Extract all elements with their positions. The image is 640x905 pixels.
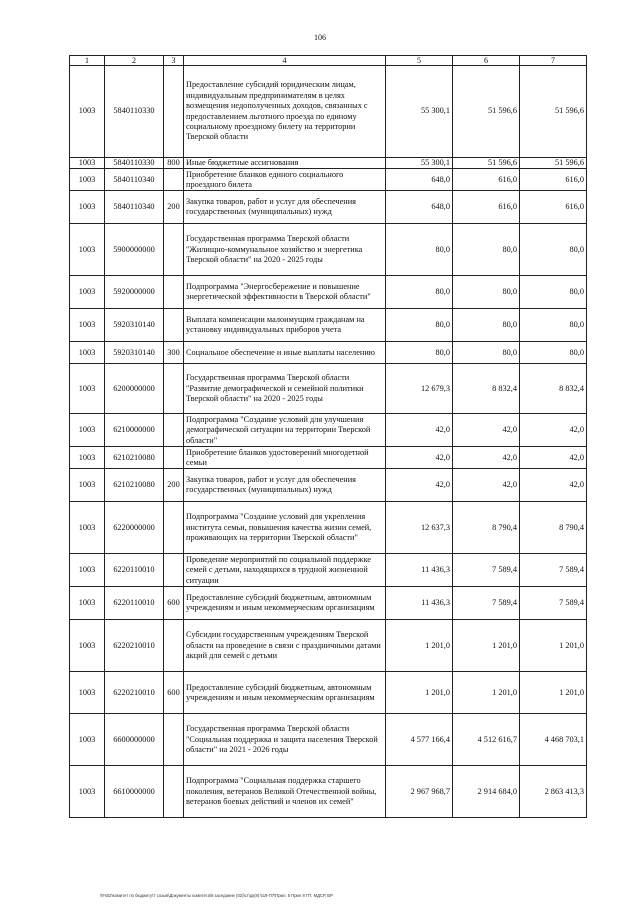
- expense-type-cell: 300: [164, 342, 184, 364]
- table-row: [70, 672, 587, 714]
- amount-year-3-cell: 80,0: [520, 309, 587, 342]
- amount-year-3-cell: 8 832,4: [520, 364, 587, 414]
- table-row: [70, 169, 587, 191]
- expense-type-cell: [164, 276, 184, 309]
- amount-year-3-cell: 80,0: [520, 224, 587, 276]
- column-header: 7: [520, 56, 587, 66]
- amount-year-3-cell: 80,0: [520, 276, 587, 309]
- page-number: 106: [314, 33, 326, 42]
- column-header: 5: [386, 56, 453, 66]
- amount-year-3-cell: 1 201,0: [520, 620, 587, 672]
- section-cell: 1003: [70, 364, 105, 414]
- amount-year-1-cell: 55 300,1: [386, 158, 453, 169]
- table-row: [70, 191, 587, 224]
- section-cell: 1003: [70, 469, 105, 502]
- table-row: [70, 714, 587, 766]
- item-name-cell: Закупка товаров, работ и услуг для обеспечения государственных (муниципальных) нужд: [184, 191, 386, 224]
- table-row: [70, 620, 587, 672]
- item-name-cell: Государственная программа Тверской области "Развитие демографической и семейной политики Тверской области" на 2020 - 2025 годы: [184, 364, 386, 414]
- section-cell: 1003: [70, 342, 105, 364]
- expense-type-cell: 600: [164, 587, 184, 620]
- target-code-cell: 6220210010: [105, 672, 164, 714]
- amount-year-1-cell: 42,0: [386, 414, 453, 447]
- target-code-cell: 5840110330: [105, 66, 164, 158]
- target-code-cell: 5840110340: [105, 191, 164, 224]
- amount-year-3-cell: 616,0: [520, 169, 587, 191]
- amount-year-2-cell: 51 596,6: [453, 158, 520, 169]
- item-name-cell: Предоставление субсидий юридическим лицам, индивидуальным предпринимателям в целях возмещения недополученных доходов, связанных с предоставлением льготного проезда по единому социальному проездному билету на территории Тверской области: [184, 66, 386, 158]
- item-name-cell: Приобретение бланков единого социального проездного билета: [184, 169, 386, 191]
- amount-year-1-cell: 648,0: [386, 169, 453, 191]
- item-name-cell: Государственная программа Тверской области "Социальная поддержка и защита населения Тверской области" на 2021 - 2026 годы: [184, 714, 386, 766]
- expense-type-cell: 800: [164, 158, 184, 169]
- amount-year-3-cell: 4 468 703,1: [520, 714, 587, 766]
- amount-year-1-cell: 11 436,3: [386, 587, 453, 620]
- item-name-cell: Подпрограмма "Создание условий для укрепления института семьи, повышения качества жизни семей, проживающих на территории Тверской области": [184, 502, 386, 554]
- column-header: 4: [184, 56, 386, 66]
- target-code-cell: 6600000000: [105, 714, 164, 766]
- target-code-cell: 5840110330: [105, 158, 164, 169]
- expense-type-cell: [164, 766, 184, 818]
- amount-year-3-cell: 1 201,0: [520, 672, 587, 714]
- amount-year-2-cell: 7 589,4: [453, 587, 520, 620]
- table-row: [70, 364, 587, 414]
- table-row: [70, 276, 587, 309]
- amount-year-2-cell: 42,0: [453, 469, 520, 502]
- section-cell: 1003: [70, 224, 105, 276]
- amount-year-3-cell: 42,0: [520, 447, 587, 469]
- table-row: [70, 469, 587, 502]
- amount-year-1-cell: 80,0: [386, 342, 453, 364]
- amount-year-2-cell: 80,0: [453, 342, 520, 364]
- item-name-cell: Закупка товаров, работ и услуг для обеспечения государственных (муниципальных) нужд: [184, 469, 386, 502]
- expense-type-cell: [164, 620, 184, 672]
- table-row: [70, 224, 587, 276]
- expense-type-cell: [164, 554, 184, 587]
- amount-year-1-cell: 42,0: [386, 447, 453, 469]
- section-cell: 1003: [70, 66, 105, 158]
- amount-year-3-cell: 2 863 413,3: [520, 766, 587, 818]
- amount-year-1-cell: 12 679,3: [386, 364, 453, 414]
- target-code-cell: 6210210080: [105, 447, 164, 469]
- item-name-cell: Подпрограмма "Создание условий для улучшения демографической ситуации на территории Тверской области": [184, 414, 386, 447]
- amount-year-2-cell: 80,0: [453, 276, 520, 309]
- amount-year-3-cell: 42,0: [520, 414, 587, 447]
- table-row: [70, 502, 587, 554]
- section-cell: 1003: [70, 414, 105, 447]
- amount-year-2-cell: 8 832,4: [453, 364, 520, 414]
- target-code-cell: 5920310140: [105, 342, 164, 364]
- amount-year-3-cell: 51 596,6: [520, 158, 587, 169]
- expense-type-cell: 600: [164, 672, 184, 714]
- target-code-cell: 6200000000: [105, 364, 164, 414]
- section-cell: 1003: [70, 766, 105, 818]
- amount-year-1-cell: 1 201,0: [386, 620, 453, 672]
- item-name-cell: Выплата компенсации малоимущим гражданам на установку индивидуальных приборов учета: [184, 309, 386, 342]
- amount-year-1-cell: 80,0: [386, 309, 453, 342]
- amount-year-2-cell: 1 201,0: [453, 620, 520, 672]
- item-name-cell: Субсидии государственным учреждениям Тверской области на проведение в связи с праздничными датами акций для семей с детьми: [184, 620, 386, 672]
- section-cell: 1003: [70, 276, 105, 309]
- target-code-cell: 6610000000: [105, 766, 164, 818]
- item-name-cell: Иные бюджетные ассигнования: [184, 158, 386, 169]
- table-row: [70, 587, 587, 620]
- table-row: [70, 342, 587, 364]
- amount-year-2-cell: 7 589,4: [453, 554, 520, 587]
- section-cell: 1003: [70, 191, 105, 224]
- target-code-cell: 6220110010: [105, 587, 164, 620]
- expense-type-cell: [164, 309, 184, 342]
- item-name-cell: Предоставление субсидий бюджетным, автономным учреждениям и иным некоммерческим организациям: [184, 672, 386, 714]
- amount-year-3-cell: 51 596,6: [520, 66, 587, 158]
- expense-type-cell: [164, 502, 184, 554]
- expense-type-cell: [164, 414, 184, 447]
- expense-type-cell: [164, 714, 184, 766]
- column-header: 6: [453, 56, 520, 66]
- expense-type-cell: [164, 224, 184, 276]
- amount-year-1-cell: 1 201,0: [386, 672, 453, 714]
- section-cell: 1003: [70, 620, 105, 672]
- target-code-cell: 5920000000: [105, 276, 164, 309]
- amount-year-3-cell: 7 589,4: [520, 587, 587, 620]
- section-cell: 1003: [70, 447, 105, 469]
- table-row: [70, 554, 587, 587]
- section-cell: 1003: [70, 309, 105, 342]
- section-cell: 1003: [70, 502, 105, 554]
- expense-type-cell: [164, 364, 184, 414]
- expense-type-cell: [164, 66, 184, 158]
- table-row: [70, 158, 587, 169]
- section-cell: 1003: [70, 158, 105, 169]
- expense-type-cell: 200: [164, 191, 184, 224]
- target-code-cell: 5920310140: [105, 309, 164, 342]
- amount-year-3-cell: 80,0: [520, 342, 587, 364]
- target-code-cell: 6210000000: [105, 414, 164, 447]
- amount-year-3-cell: 42,0: [520, 469, 587, 502]
- section-cell: 1003: [70, 587, 105, 620]
- target-code-cell: 6220000000: [105, 502, 164, 554]
- column-header: 2: [105, 56, 164, 66]
- amount-year-2-cell: 616,0: [453, 191, 520, 224]
- expense-type-cell: [164, 447, 184, 469]
- item-name-cell: Подпрограмма "Социальная поддержка старшего поколения, ветеранов Великой Отечественной войны, ветеранов боевых действий и членов их семей": [184, 766, 386, 818]
- amount-year-1-cell: 11 436,3: [386, 554, 453, 587]
- amount-year-1-cell: 4 577 166,4: [386, 714, 453, 766]
- target-code-cell: 6210210080: [105, 469, 164, 502]
- table-row: [70, 309, 587, 342]
- amount-year-2-cell: 1 201,0: [453, 672, 520, 714]
- target-code-cell: 6220110010: [105, 554, 164, 587]
- section-cell: 1003: [70, 169, 105, 191]
- amount-year-1-cell: 648,0: [386, 191, 453, 224]
- amount-year-2-cell: 42,0: [453, 414, 520, 447]
- table-row: [70, 414, 587, 447]
- amount-year-1-cell: 80,0: [386, 276, 453, 309]
- column-header: 1: [70, 56, 105, 66]
- amount-year-2-cell: 8 790,4: [453, 502, 520, 554]
- target-code-cell: 6220210010: [105, 620, 164, 672]
- table-row: [70, 66, 587, 158]
- document-path-footer: \\Fs02\комитет по бюджету\7 созыв\Документы комитета\8 заседание (02)\ст\дк(8) 519-П7\Прил. 5 Прил 8 ГП, МДСР, ВР: [100, 893, 333, 898]
- amount-year-2-cell: 80,0: [453, 309, 520, 342]
- expense-type-cell: [164, 169, 184, 191]
- amount-year-2-cell: 80,0: [453, 224, 520, 276]
- item-name-cell: Государственная программа Тверской области "Жилищно-коммунальное хозяйство и энергетика Тверской области" на 2020 - 2025 годы: [184, 224, 386, 276]
- amount-year-1-cell: 55 300,1: [386, 66, 453, 158]
- budget-table: [69, 55, 587, 818]
- table-body: [70, 66, 587, 818]
- amount-year-2-cell: 2 914 684,0: [453, 766, 520, 818]
- section-cell: 1003: [70, 672, 105, 714]
- amount-year-2-cell: 42,0: [453, 447, 520, 469]
- amount-year-3-cell: 616,0: [520, 191, 587, 224]
- item-name-cell: Приобретение бланков удостоверений многодетной семьи: [184, 447, 386, 469]
- section-cell: 1003: [70, 554, 105, 587]
- table-row: [70, 766, 587, 818]
- item-name-cell: Предоставление субсидий бюджетным, автономным учреждениям и иным некоммерческим организациям: [184, 587, 386, 620]
- item-name-cell: Проведение мероприятий по социальной поддержке семей с детьми, находящихся в трудной жизненной ситуации: [184, 554, 386, 587]
- amount-year-2-cell: 616,0: [453, 169, 520, 191]
- amount-year-1-cell: 80,0: [386, 224, 453, 276]
- target-code-cell: 5900000000: [105, 224, 164, 276]
- amount-year-3-cell: 8 790,4: [520, 502, 587, 554]
- amount-year-2-cell: 51 596,6: [453, 66, 520, 158]
- target-code-cell: 5840110340: [105, 169, 164, 191]
- amount-year-2-cell: 4 512 616,7: [453, 714, 520, 766]
- amount-year-1-cell: 12 637,3: [386, 502, 453, 554]
- column-header: 3: [164, 56, 184, 66]
- amount-year-1-cell: 2 967 968,7: [386, 766, 453, 818]
- item-name-cell: Подпрограмма "Энергосбережение и повышение энергетической эффективности в Тверской области": [184, 276, 386, 309]
- amount-year-3-cell: 7 589,4: [520, 554, 587, 587]
- table-header-row: [70, 56, 587, 66]
- expense-type-cell: 200: [164, 469, 184, 502]
- section-cell: 1003: [70, 714, 105, 766]
- item-name-cell: Социальное обеспечение и иные выплаты населению: [184, 342, 386, 364]
- amount-year-1-cell: 42,0: [386, 469, 453, 502]
- table-row: [70, 447, 587, 469]
